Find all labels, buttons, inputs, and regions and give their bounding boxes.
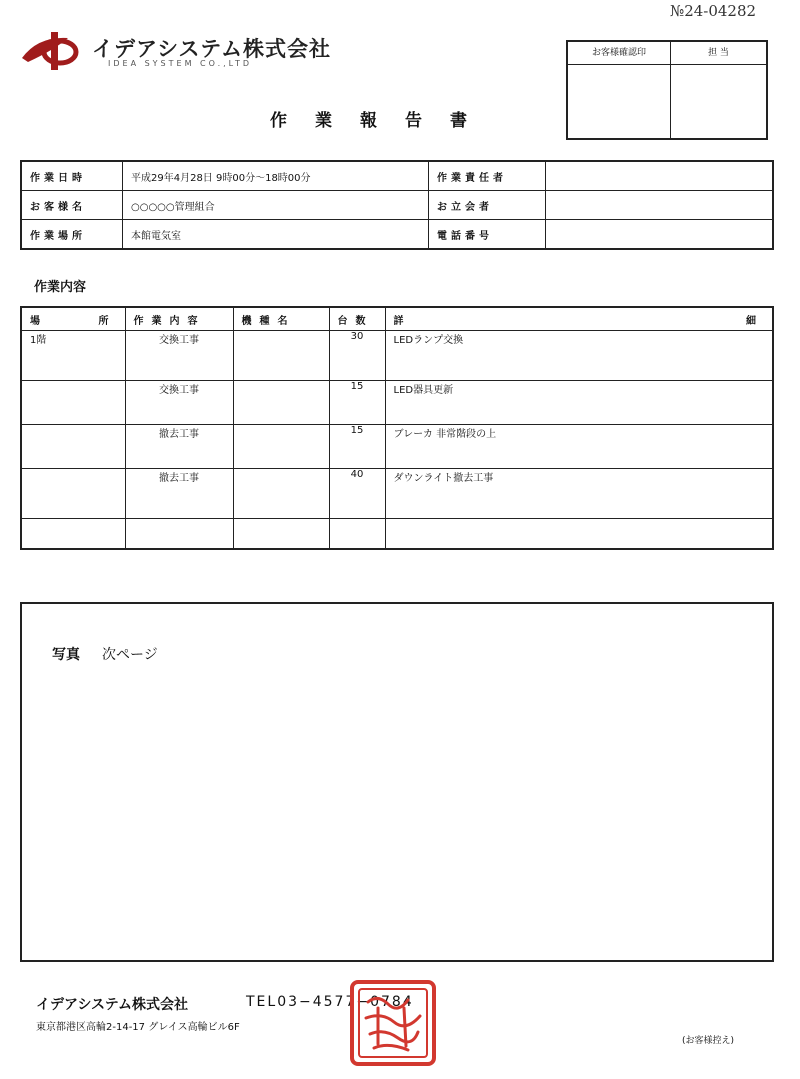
cell-qty: 15 bbox=[329, 381, 385, 425]
column-header-detail bbox=[385, 307, 773, 331]
approval-stamp-box bbox=[566, 40, 768, 140]
cell-place bbox=[21, 519, 125, 549]
cell-model bbox=[233, 519, 329, 549]
company-logo-icon bbox=[18, 28, 88, 72]
table-row bbox=[21, 425, 773, 469]
cell-place bbox=[21, 381, 125, 425]
info-label: 作業日時 bbox=[21, 161, 123, 191]
table-row bbox=[21, 519, 773, 549]
photo-box bbox=[20, 602, 774, 962]
table-row bbox=[21, 381, 773, 425]
info-label: 作業場所 bbox=[21, 220, 123, 250]
cell-detail: ダウンライト撤去工事 bbox=[385, 469, 773, 519]
cell-place: 1階 bbox=[21, 331, 125, 381]
info-label: お客様名 bbox=[21, 191, 123, 220]
photo-note: 次ページ bbox=[102, 647, 158, 663]
column-header-task: 作業内容 bbox=[125, 307, 233, 331]
info-label: 作業責任者 bbox=[429, 161, 546, 191]
work-table-header bbox=[21, 307, 773, 331]
footer-tel: TEL03−4577−0784 bbox=[246, 994, 414, 1010]
cell-model bbox=[233, 381, 329, 425]
info-value bbox=[546, 161, 774, 191]
info-label: お立会者 bbox=[429, 191, 546, 220]
column-header-place-b: 所 bbox=[98, 315, 117, 327]
cell-detail: ブレーカ 非常階段の上 bbox=[385, 425, 773, 469]
cell-task: 交換工事 bbox=[125, 331, 233, 381]
cell-qty: 30 bbox=[329, 331, 385, 381]
cell-model bbox=[233, 469, 329, 519]
work-table bbox=[20, 306, 774, 550]
cell-task: 撤去工事 bbox=[125, 425, 233, 469]
cell-qty: 40 bbox=[329, 469, 385, 519]
column-header-place bbox=[21, 307, 125, 331]
approval-staff-cell bbox=[671, 42, 766, 138]
section-title: 作業内容 bbox=[34, 280, 87, 295]
cell-detail bbox=[385, 519, 773, 549]
column-header-place-a: 場 bbox=[30, 315, 48, 327]
cell-task: 撤去工事 bbox=[125, 469, 233, 519]
photo-label-line bbox=[52, 644, 158, 664]
company-seal-stamp-icon bbox=[348, 978, 438, 1068]
info-label: 電話番号 bbox=[429, 220, 546, 250]
document-number: №24-04282 bbox=[670, 2, 757, 20]
column-header-detail-a: 詳 bbox=[393, 315, 412, 327]
approval-staff-header: 担 当 bbox=[671, 42, 766, 65]
cell-detail: LED器具更新 bbox=[385, 381, 773, 425]
company-logo-subtext: IDEA SYSTEM CO.,LTD bbox=[108, 59, 253, 68]
page-title: 作業報告書 bbox=[270, 111, 495, 131]
column-header-model: 機種名 bbox=[233, 307, 329, 331]
info-row bbox=[21, 191, 773, 220]
info-table bbox=[20, 160, 774, 250]
cell-detail: LEDランプ交換 bbox=[385, 331, 773, 381]
column-header-detail-b: 細 bbox=[746, 315, 764, 327]
footer-note: (お客様控え) bbox=[682, 1036, 735, 1046]
column-header-qty: 台数 bbox=[329, 307, 385, 331]
cell-task: 交換工事 bbox=[125, 381, 233, 425]
info-value: 平成29年4月28日 9時00分〜18時00分 bbox=[123, 161, 429, 191]
cell-task bbox=[125, 519, 233, 549]
approval-customer-header: お客様確認印 bbox=[568, 42, 670, 65]
info-row bbox=[21, 161, 773, 191]
company-logo-text: イデアシステム株式会社 bbox=[92, 37, 332, 61]
info-value bbox=[546, 220, 774, 250]
table-row bbox=[21, 469, 773, 519]
table-row bbox=[21, 331, 773, 381]
footer-address: 東京都港区高輪2-14-17 グレイス高輪ビル6F bbox=[36, 1022, 240, 1033]
cell-place bbox=[21, 425, 125, 469]
info-value bbox=[546, 191, 774, 220]
info-value: ○○○○○管理組合 bbox=[123, 191, 429, 220]
footer-company: イデアシステム株式会社 bbox=[36, 997, 189, 1013]
cell-qty: 15 bbox=[329, 425, 385, 469]
cell-model bbox=[233, 331, 329, 381]
cell-model bbox=[233, 425, 329, 469]
info-value: 本館電気室 bbox=[123, 220, 429, 250]
cell-place bbox=[21, 469, 125, 519]
photo-label: 写真 bbox=[52, 647, 80, 663]
approval-customer-cell bbox=[568, 42, 671, 138]
info-row bbox=[21, 220, 773, 250]
cell-qty bbox=[329, 519, 385, 549]
